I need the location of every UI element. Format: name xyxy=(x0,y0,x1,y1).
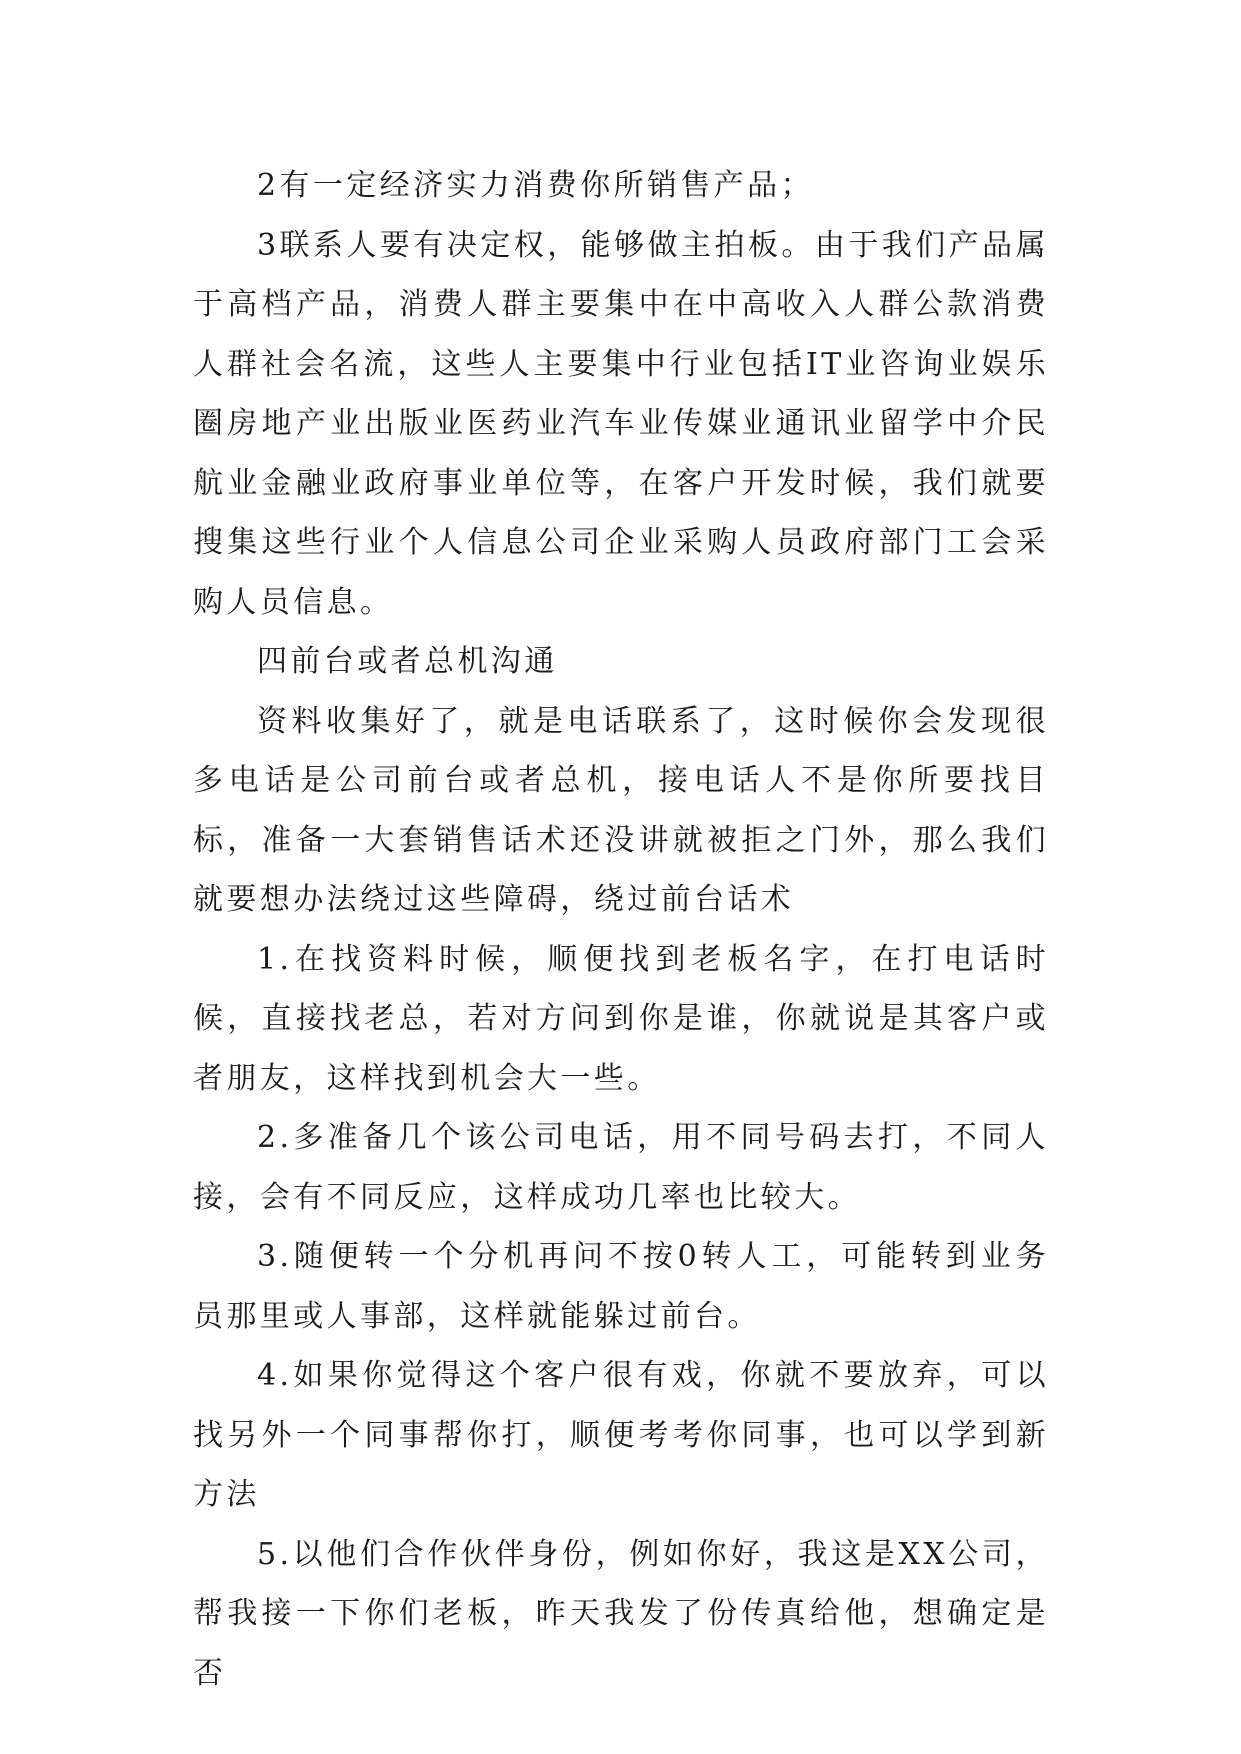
paragraph-tip-3: 3.随便转一个分机再问不按0转人工，可能转到业务员那里或人事部，这样就能躲过前台。 xyxy=(193,1239,1049,1334)
paragraph-tip-4: 4.如果你觉得这个客户很有戏，你就不要放弃，可以找另外一个同事帮你打，顺便考考你同事，也可以学到新方法 xyxy=(193,1358,1049,1512)
paragraph-tip-1: 1.在找资料时候，顺便找到老板名字，在打电话时候，直接找老总，若对方问到你是谁，你就说是其客户或者朋友，这样找到机会大一些。 xyxy=(193,941,1049,1096)
paragraph-tip-5: 5.以他们合作伙伴身份，例如你好，我这是XX公司，帮我接一下你们老板，昨天我发了份传真给他，想确定是否 xyxy=(193,1536,1049,1691)
section-heading-front-desk: 四前台或者总机沟通 xyxy=(257,644,558,679)
document-body xyxy=(193,156,1049,1703)
paragraph-criteria-2: 2有一定经济实力消费你所销售产品； xyxy=(257,168,814,203)
paragraph-tip-2: 2.多准备几个该公司电话，用不同号码去打，不同人接，会有不同反应，这样成功几率也比较大。 xyxy=(193,1120,1049,1215)
paragraph-intro: 资料收集好了，就是电话联系了，这时候你会发现很多电话是公司前台或者总机，接电话人不是你所要找目标，准备一大套销售话术还没讲就被拒之门外，那么我们就要想办法绕过这些障碍，绕过前台话术 xyxy=(193,703,1049,917)
paragraph-criteria-3: 3联系人要有决定权，能够做主拍板。由于我们产品属于高档产品，消费人群主要集中在中高收入人群公款消费人群社会名流，这些人主要集中行业包括IT业咨询业娱乐圈房地产业出版业医药业汽车业传媒业通讯业留学中介民航业金融业政府事业单位等，在客户开发时候，我们就要搜集这些行业个人信息公司企业采购人员政府部门工会采购人员信息。 xyxy=(193,227,1049,620)
